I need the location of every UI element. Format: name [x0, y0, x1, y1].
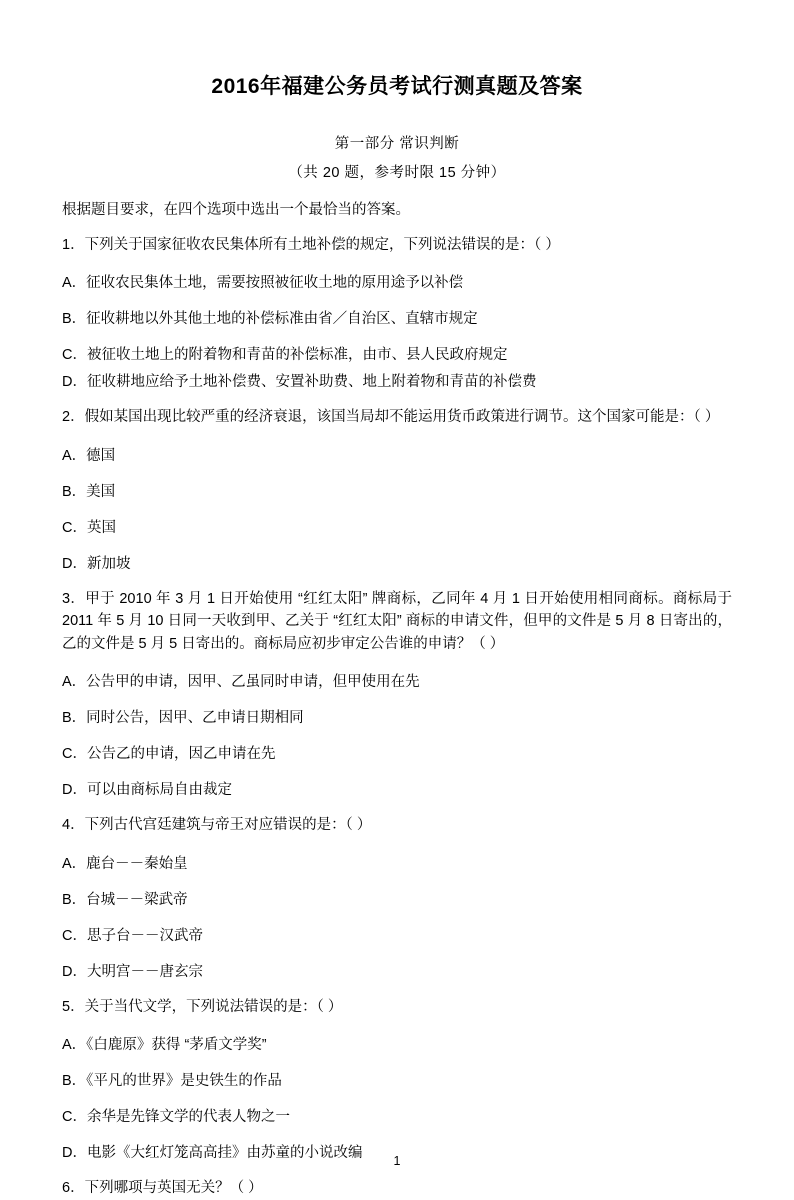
- question-option: D．征收耕地应给予土地补偿费、安置补助费、地上附着物和青苗的补偿费: [62, 374, 537, 391]
- question-stem: 1．下列关于国家征收农民集体所有土地补偿的规定，下列说法错误的是：（ ）: [62, 237, 560, 253]
- question-option: D．大明宫－－唐玄宗: [62, 963, 203, 980]
- section-heading: 第一部分 常识判断: [334, 136, 460, 152]
- question-option: C．思子台－－汉武帝: [62, 927, 203, 944]
- page-title: 2016年福建公务员考试行测真题及答案: [211, 75, 583, 98]
- question-stem: 4．下列古代宫廷建筑与帝王对应错误的是：（ ）: [62, 817, 372, 834]
- question-option: A．征收农民集体土地，需要按照被征收土地的原用途予以补偿: [62, 275, 464, 292]
- question-stem: 2．假如某国出现比较严重的经济衰退，该国当局却不能运用货币政策进行调节。这个国家可能是：（ ）: [62, 409, 720, 426]
- page-number: 1: [393, 1154, 401, 1168]
- question-option: B．《平凡的世界》是史铁生的作品: [62, 1073, 282, 1090]
- question-stem: 5．关于当代文学，下列说法错误的是：（ ）: [62, 998, 343, 1015]
- question-stem: 3．甲于 2010 年 3 月 1 日开始使用 “红红太阳” 牌商标，乙同年 4 月 1 日开始使用相同商标。商标局于 2011 年 5 月 10 日同一天收到甲、乙关于 “红红太阳” 商标的申请文件，但甲的文件是 5 月 8 日寄出的，乙的文件是 5 月 5 日寄出的。商标局应初步审定公告谁的申请？（ ）: [62, 590, 732, 652]
- question-option: D．电影《大红灯笼高高挂》由苏童的小说改编: [62, 1145, 363, 1162]
- question-option: C．被征收土地上的附着物和青苗的补偿标准，由市、县人民政府规定: [62, 347, 508, 364]
- question-stem: 6．下列哪项与英国无关？（ ）: [62, 1180, 263, 1197]
- question-option: B．美国: [62, 483, 116, 500]
- question-option: B．台城－－梁武帝: [62, 891, 188, 908]
- question-option: A．《白鹿原》获得 “茅盾文学奖”: [62, 1037, 267, 1054]
- question-option: C．公告乙的申请，因乙申请在先: [62, 746, 276, 763]
- instruction-text: 根据题目要求，在四个选项中选出一个最恰当的答案。: [62, 202, 410, 218]
- document-page: [0, 70, 794, 1197]
- question-option: B．同时公告，因甲、乙申请日期相同: [62, 710, 304, 727]
- question-option: C．英国: [62, 519, 116, 536]
- section-subheading: （共 20 题，参考时限 15 分钟）: [288, 165, 506, 181]
- question-option: A．鹿台－－秦始皇: [62, 855, 188, 872]
- question-option: A．公告甲的申请，因甲、乙虽同时申请，但甲使用在先: [62, 674, 420, 691]
- question-option: A．德国: [62, 447, 116, 464]
- question-option: C．余华是先锋文学的代表人物之一: [62, 1109, 290, 1126]
- question-option: D．可以由商标局自由裁定: [62, 782, 232, 799]
- question-option: D．新加坡: [62, 555, 131, 572]
- question-option: B．征收耕地以外其他土地的补偿标准由省／自治区、直辖市规定: [62, 311, 478, 328]
